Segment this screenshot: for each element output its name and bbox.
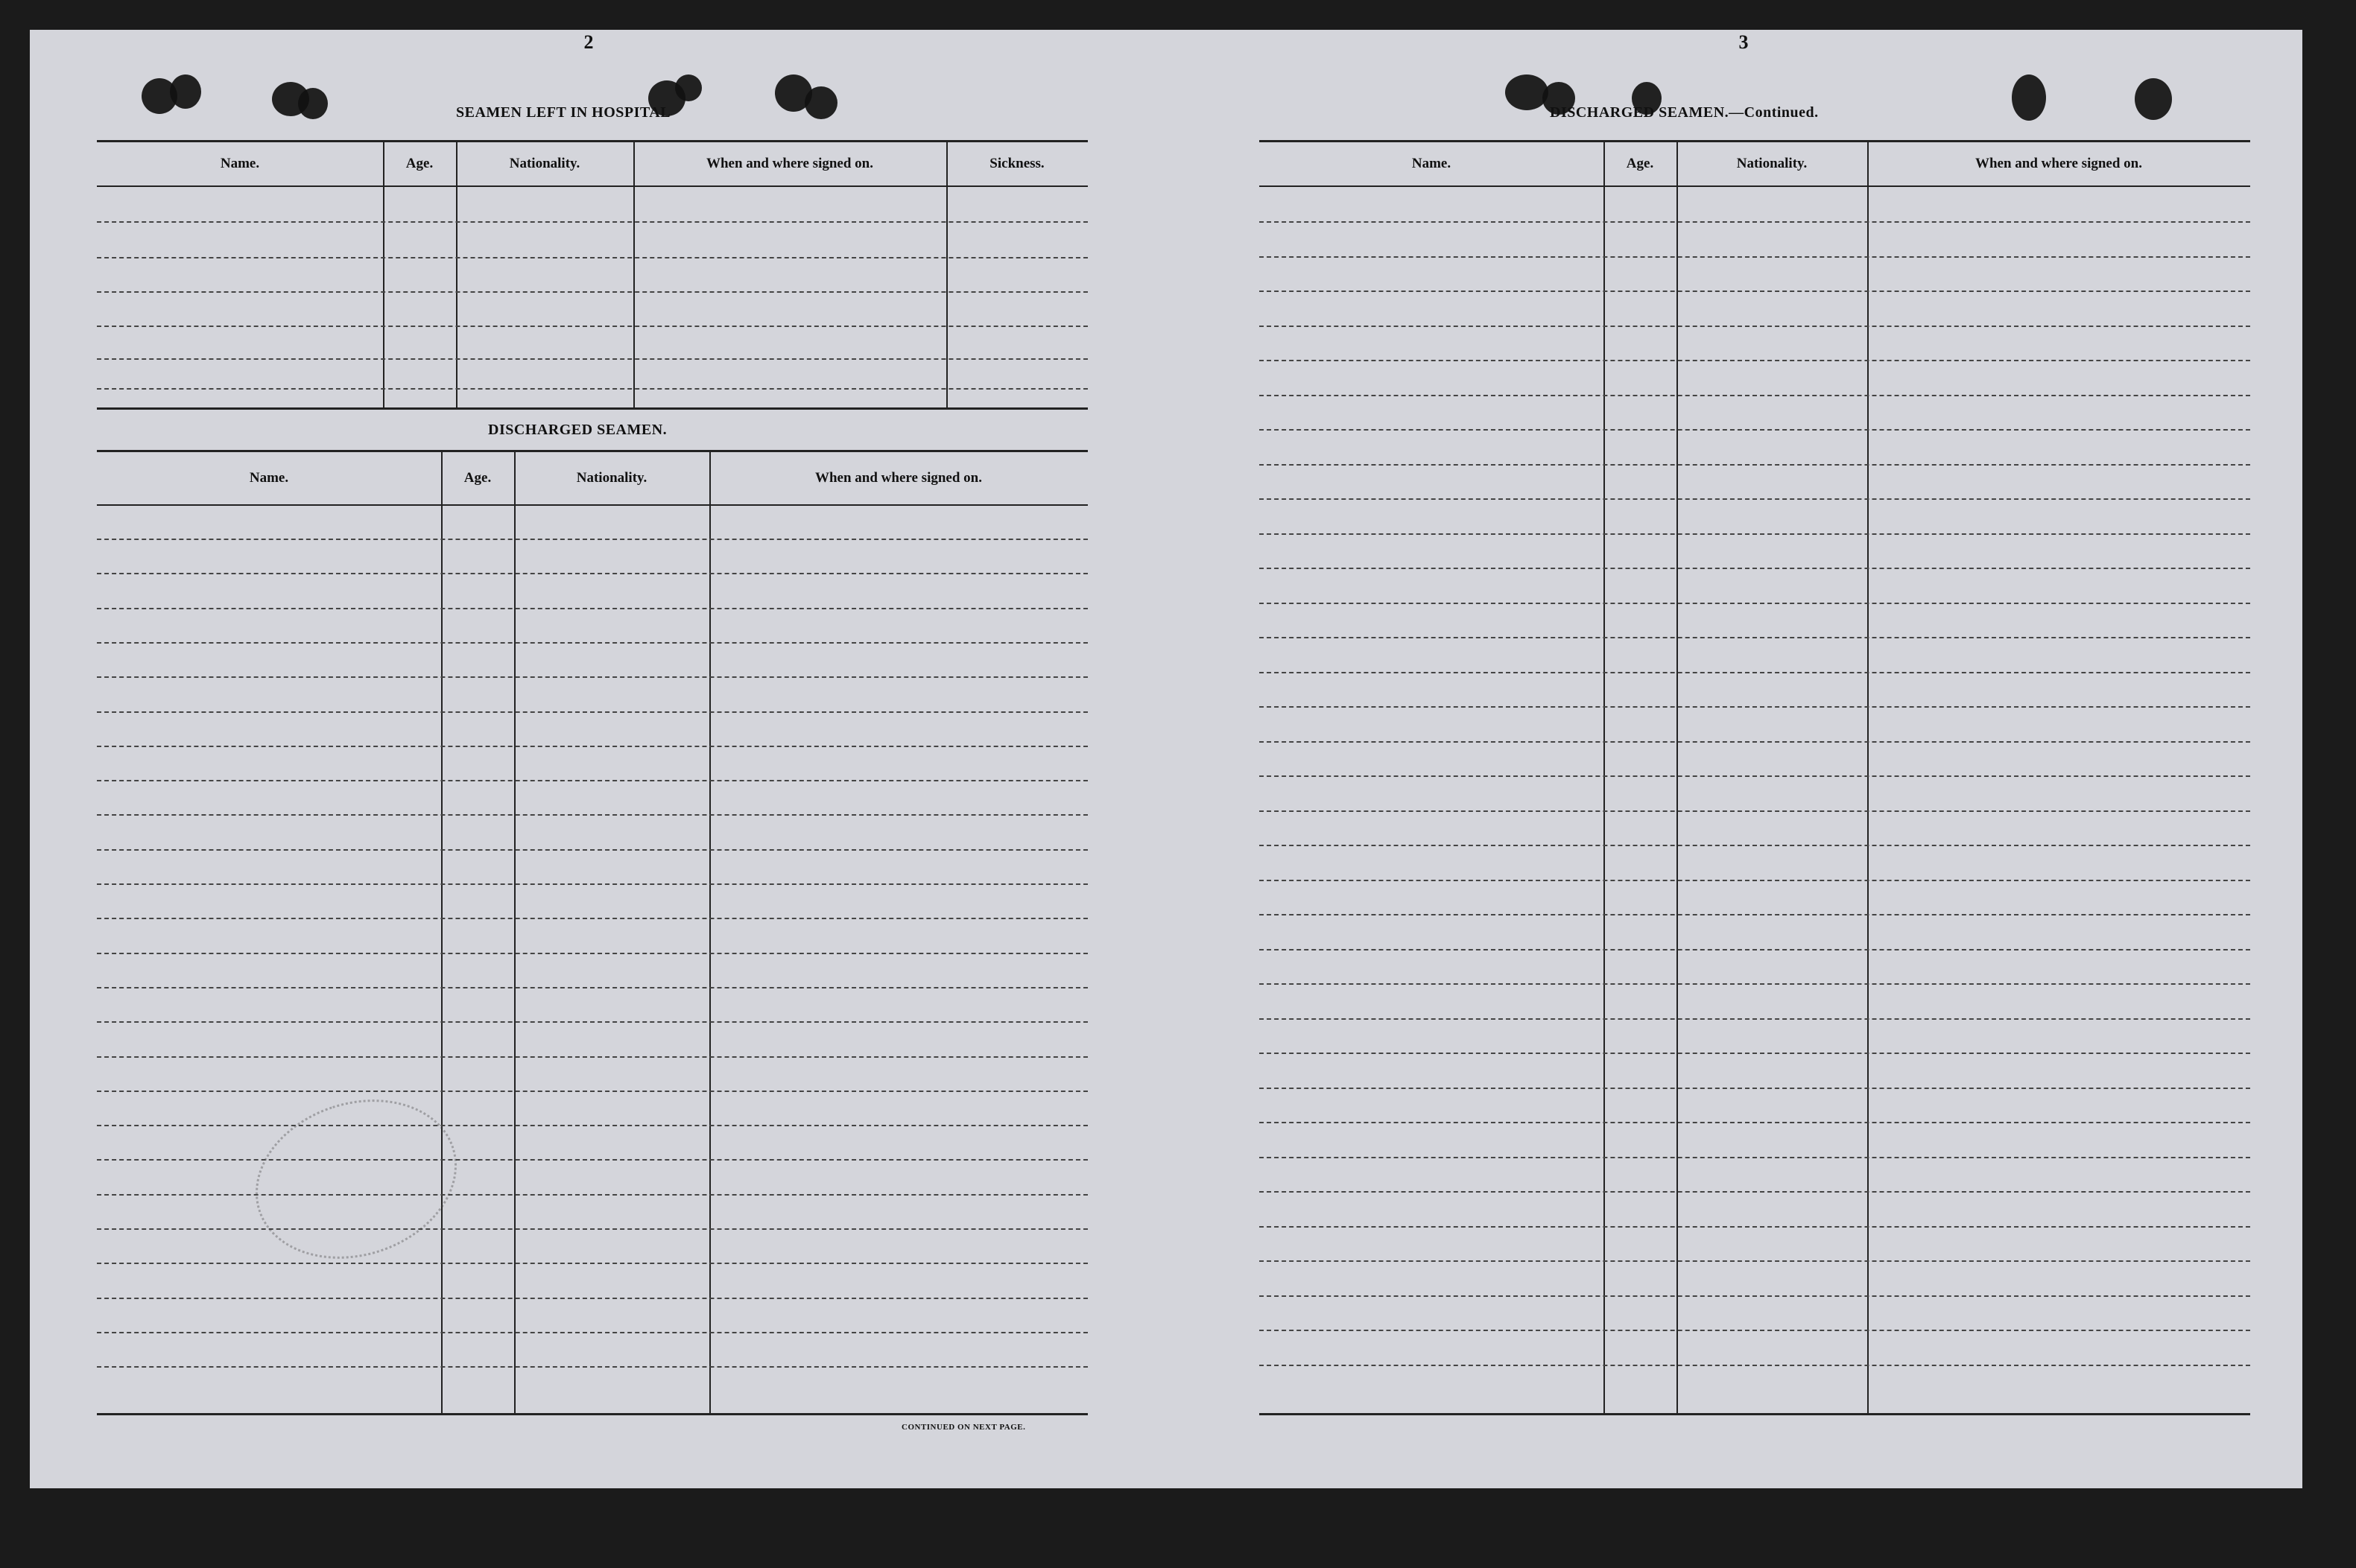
entry-line	[97, 1021, 1088, 1023]
entry-line	[97, 539, 1088, 540]
entry-line	[1259, 395, 2250, 396]
entry-line	[1259, 1330, 2250, 1331]
entry-line	[1259, 498, 2250, 500]
entry-line	[97, 257, 1088, 258]
entry-line	[1259, 221, 2250, 223]
entry-line	[1259, 464, 2250, 466]
entry-line	[1259, 880, 2250, 881]
column-header-age: Age.	[1626, 156, 1654, 171]
continued-note: CONTINUED ON NEXT PAGE.	[902, 1423, 1026, 1432]
column-rule	[1603, 142, 1605, 1413]
column-header-signed-on: When and where signed on.	[814, 470, 982, 486]
right-page	[1177, 30, 2302, 1488]
column-header-age: Age.	[405, 156, 434, 171]
entry-line	[1259, 914, 2250, 915]
column-header-name: Name.	[220, 156, 260, 171]
entry-line	[97, 1056, 1088, 1058]
column-header-age: Age.	[463, 470, 492, 486]
entry-line	[1259, 429, 2250, 431]
entry-line	[1259, 810, 2250, 812]
column-rule	[383, 142, 384, 407]
column-header-name: Name.	[1411, 156, 1451, 171]
column-rule	[633, 142, 635, 407]
entry-line	[1259, 1088, 2250, 1089]
column-rule	[441, 452, 443, 1413]
column-header-signed-on: When and where signed on.	[1975, 156, 2142, 171]
entry-line	[1259, 637, 2250, 638]
discharged-continued-table	[1259, 140, 2250, 1415]
entry-line	[1259, 603, 2250, 604]
entry-line	[1259, 1226, 2250, 1228]
column-header-signed-on: When and where signed on.	[706, 156, 873, 171]
column-rule	[946, 142, 948, 407]
entry-line	[97, 953, 1088, 954]
entry-line	[1259, 706, 2250, 708]
entry-line	[1259, 1295, 2250, 1297]
section-heading-discharged-continued: DISCHARGED SEAMEN.—Continued.	[1550, 104, 1819, 121]
entry-line	[1259, 1122, 2250, 1123]
column-header-nationality: Nationality.	[1736, 156, 1808, 171]
entry-line	[1259, 845, 2250, 846]
entry-line	[1259, 949, 2250, 950]
left-page	[30, 30, 1147, 1488]
column-rule	[514, 452, 516, 1413]
entry-line	[97, 326, 1088, 327]
column-rule	[456, 142, 457, 407]
column-header-nationality: Nationality.	[509, 156, 580, 171]
entry-line	[97, 642, 1088, 644]
entry-line	[97, 221, 1088, 223]
entry-line	[1259, 256, 2250, 258]
entry-line	[97, 388, 1088, 390]
entry-line	[97, 883, 1088, 885]
column-header-sickness: Sickness.	[989, 156, 1045, 171]
column-rule	[709, 452, 711, 1413]
entry-line	[97, 1228, 1088, 1230]
discharged-table	[97, 450, 1088, 1415]
page-number: 2	[583, 31, 594, 53]
entry-line	[1259, 1260, 2250, 1262]
entry-line	[97, 1159, 1088, 1161]
entry-line	[1259, 983, 2250, 985]
entry-line	[97, 1125, 1088, 1126]
entry-line	[97, 1366, 1088, 1368]
entry-line	[97, 918, 1088, 919]
hospital-table	[97, 140, 1088, 410]
entry-line	[97, 358, 1088, 360]
section-heading-discharged: DISCHARGED SEAMEN.	[488, 422, 668, 438]
entry-line	[1259, 533, 2250, 535]
column-header-nationality: Nationality.	[576, 470, 647, 486]
entry-line	[1259, 1157, 2250, 1158]
entry-line	[97, 780, 1088, 781]
entry-line	[97, 573, 1088, 574]
entry-line	[1259, 1018, 2250, 1020]
document-sheet	[30, 30, 2302, 1488]
entry-line	[97, 1298, 1088, 1299]
entry-line	[1259, 1365, 2250, 1366]
entry-line	[97, 1194, 1088, 1196]
entry-line	[97, 1091, 1088, 1092]
entry-line	[97, 676, 1088, 678]
entry-line	[1259, 672, 2250, 673]
entry-line	[97, 608, 1088, 609]
section-heading-hospital: SEAMEN LEFT IN HOSPITAL	[456, 104, 671, 121]
entry-line	[97, 1332, 1088, 1333]
page-number: 3	[1738, 31, 1749, 53]
column-header-name: Name.	[249, 470, 289, 486]
entry-line	[1259, 568, 2250, 569]
entry-line	[97, 849, 1088, 851]
entry-line	[1259, 326, 2250, 327]
entry-line	[1259, 1191, 2250, 1193]
entry-line	[1259, 1053, 2250, 1054]
entry-line	[1259, 291, 2250, 292]
entry-line	[1259, 741, 2250, 743]
entry-line	[97, 814, 1088, 816]
entry-line	[1259, 360, 2250, 361]
entry-line	[97, 291, 1088, 293]
column-rule	[1676, 142, 1678, 1413]
column-rule	[1867, 142, 1869, 1413]
entry-line	[97, 987, 1088, 988]
entry-line	[97, 711, 1088, 713]
entry-line	[97, 1263, 1088, 1264]
entry-line	[97, 746, 1088, 747]
entry-line	[1259, 775, 2250, 777]
